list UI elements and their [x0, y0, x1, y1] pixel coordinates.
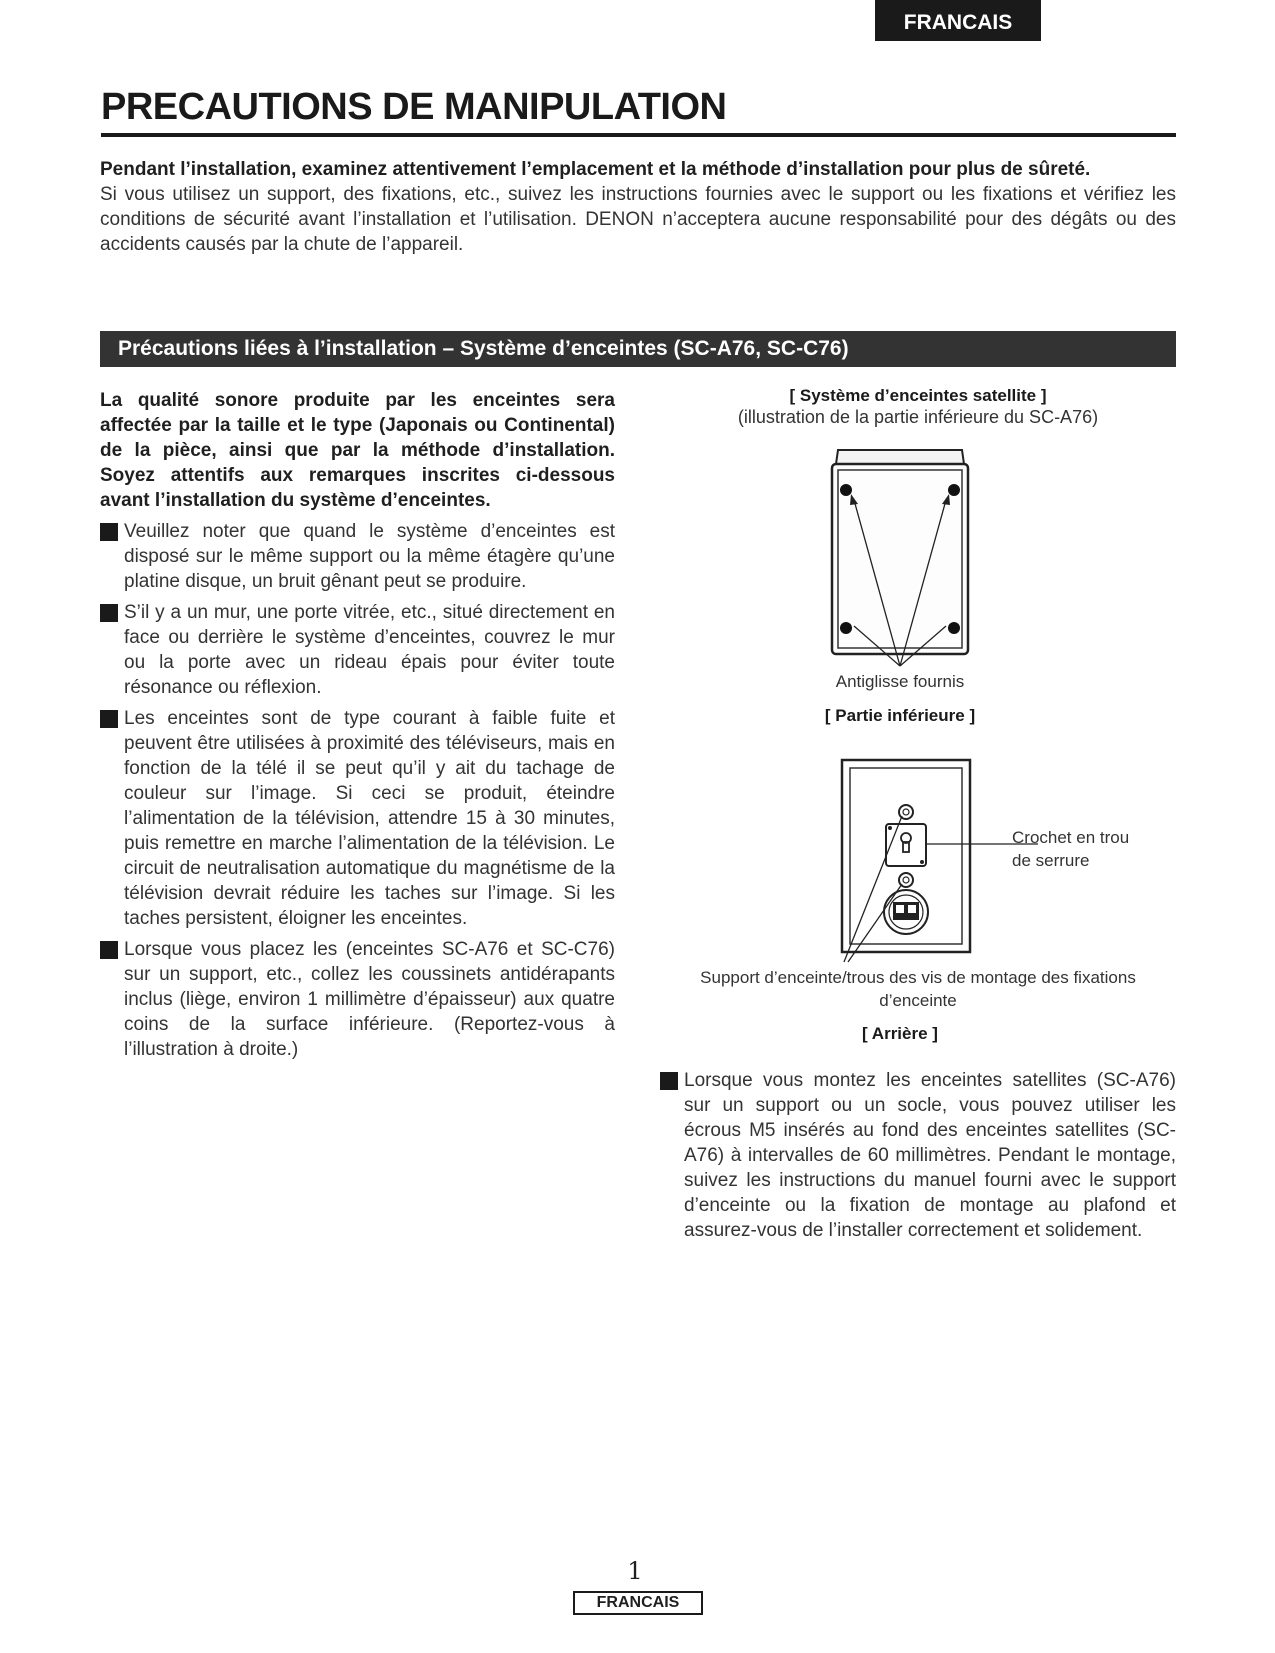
language-tab: FRANCAIS [875, 0, 1041, 41]
list-item-text: Veuillez noter que quand le système d’enceintes est disposé sur le même support ou la même étagère qu’une platine disque, un bruit gênant peut se produire. [124, 521, 615, 592]
list-item-text: S’il y a un mur, une porte vitrée, etc., situé directement en face ou derrière le système d’enceintes, couvrez le mur ou la porte avec un rideau épais pour éviter toute résonance ou réflexion. [124, 602, 615, 698]
list-item [100, 937, 615, 1062]
bullet-square-icon [100, 604, 118, 622]
list-item-text: Les enceintes sont de type courant à faible fuite et peuvent être utilisées à proximité des téléviseurs, mais en fonction de la télé il se peut qu’il y ait du tachage de couleur sur l’image. Si ceci se produit, éteindre l’alimentation de la télévision, attendre 15 à 30 minutes, puis remettre en marche l’alimentation de la télévision. Le circuit de neutralisation automatique du magnétisme de la télévision devrait réduire les taches sur l’image. Si les taches persistent, éloigner les enceintes. [124, 708, 615, 929]
screw-dot [920, 860, 924, 864]
speaker-top-edge [836, 450, 964, 464]
left-column [100, 388, 615, 1068]
foot-pad-icon [840, 484, 852, 496]
bullet-square-icon [100, 523, 118, 541]
intro-bold-text: Pendant l’installation, examinez attentivement l’emplacement et la méthode d’installation pour plus de sûreté. [100, 159, 1091, 180]
figure-subtitle: (illustration de la partie inférieure du SC-A76) [737, 407, 1099, 427]
mount-label-line-2: d’enceinte [879, 991, 957, 1010]
hook-label-line-1: Crochet en trou [1012, 828, 1130, 847]
list-item [660, 1068, 1176, 1243]
figure-title: [ Système d’enceintes satellite ] [789, 386, 1047, 405]
bullet-square-icon [100, 941, 118, 959]
speaker-body-outline [832, 464, 968, 654]
hook-label-line-2: de serrure [1012, 851, 1090, 870]
section-heading: Précautions liées à l’installation – Système d’enceintes (SC-A76, SC-C76) [100, 331, 1176, 367]
intro-plain-text: Si vous utilisez un support, des fixations, etc., suivez les instructions fournies avec le support ou les fixations et vérifiez les conditions de sécurité avant l’installation et l’utilisation. DENON n’acceptera aucune responsabilité pour des dégâts ou des accidents causés par la chute de l’appareil. [100, 184, 1176, 255]
bullet-square-icon [100, 710, 118, 728]
right-column [660, 1068, 1176, 1249]
intro-block [100, 157, 1176, 257]
bullet-square-icon [660, 1072, 678, 1090]
foot-pad-icon [948, 484, 960, 496]
list-item-text: Lorsque vous placez les (enceintes SC-A76 et SC-C76) sur un support, etc., collez les coussinets antidérapants inclus (liège, environ 1 millimètre d’épaisseur) aux quatre coins de la surface inférieure. (Reportez-vous à l’illustration à droite.) [124, 939, 615, 1060]
foot-pad-icon [840, 622, 852, 634]
terminal-slot [908, 905, 916, 913]
mount-label-line-1: Support d’enceinte/trous des vis de montage des fixations [700, 968, 1136, 987]
bottom-view-caption: [ Partie inférieure ] [824, 706, 976, 725]
antislip-label: Antiglisse fournis [835, 672, 965, 691]
keyhole-plate [886, 824, 926, 866]
list-item [100, 706, 615, 931]
page-number: 1 [627, 1557, 643, 1585]
foot-pad-icon [948, 622, 960, 634]
speaker-rear-view-illustration [840, 758, 1040, 963]
list-item [100, 600, 615, 700]
terminal-slot [896, 905, 904, 913]
list-item [100, 519, 615, 594]
page-title: PRECAUTIONS DE MANIPULATION [101, 86, 1176, 137]
speaker-bottom-view-illustration [820, 448, 980, 670]
list-item-text: Lorsque vous montez les enceintes satellites (SC-A76) sur un support ou un socle, vous pouvez utiliser les écrous M5 insérés au fond des enceintes satellites (SC-A76) à intervalles de 60 millimètres. Pendant le montage, suivez les instructions du manuel fourni avec le support d’enceinte ou la fixation de montage au plafond et assurez-vous de l’installer correctement et solidement. [684, 1070, 1176, 1241]
footer-language-label: FRANCAIS [573, 1591, 703, 1615]
screw-dot [888, 826, 892, 830]
rear-view-caption: [ Arrière ] [862, 1024, 938, 1043]
lead-paragraph: La qualité sonore produite par les enceintes sera affectée par la taille et le type (Japonais ou Continental) de la pièce, ainsi que par la méthode d’installation. Soyez attentifs aux remarques inscrites ci-dessous avant l’installation du système d’enceintes. [100, 390, 615, 511]
